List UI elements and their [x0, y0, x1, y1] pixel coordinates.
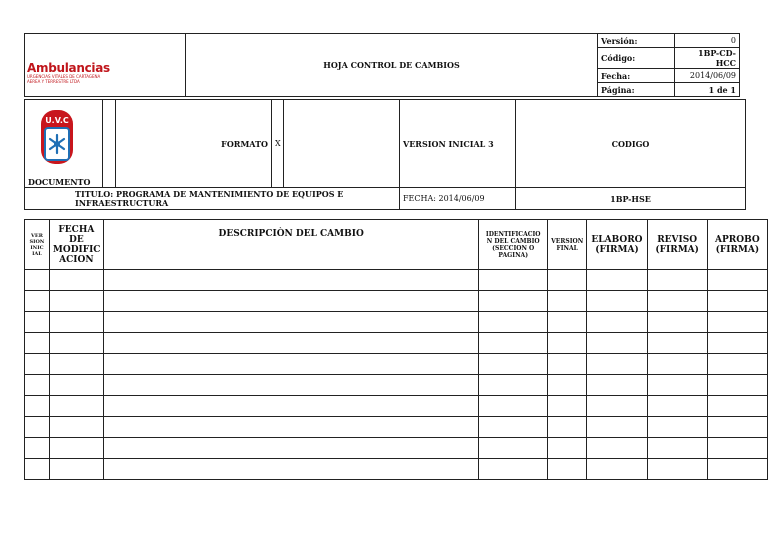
- cell-identificacion[interactable]: [479, 333, 547, 354]
- blank-cell: [103, 100, 116, 188]
- cell-descripcion[interactable]: [103, 312, 479, 333]
- table-row: [25, 354, 768, 375]
- cell-fecha[interactable]: [49, 417, 103, 438]
- table-row: [25, 459, 768, 480]
- header-table: [24, 33, 740, 97]
- formato-mark: X: [272, 100, 284, 188]
- cell-descripcion[interactable]: [103, 417, 479, 438]
- cell-aprobo[interactable]: [707, 375, 767, 396]
- cell-version-final[interactable]: [547, 459, 586, 480]
- col-identificacion: IDENTIFICACIO N DEL CAMBIO (SECCION O PAGINA): [479, 220, 547, 270]
- version-label: VERSION INICIAL 3: [400, 100, 516, 188]
- cell-version-inicial[interactable]: [25, 312, 50, 333]
- formato-label: FORMATO: [116, 100, 272, 188]
- cell-identificacion[interactable]: [479, 438, 547, 459]
- cell-fecha[interactable]: [49, 312, 103, 333]
- cell-descripcion[interactable]: [103, 396, 479, 417]
- cell-descripcion[interactable]: [103, 375, 479, 396]
- col-version-inicial: VER SION INIC IAL: [25, 220, 50, 270]
- cell-elaboro[interactable]: [587, 354, 647, 375]
- cell-version-final[interactable]: [547, 375, 586, 396]
- cell-fecha[interactable]: [49, 459, 103, 480]
- cell-version-final[interactable]: [547, 312, 586, 333]
- cell-descripcion[interactable]: [103, 459, 479, 480]
- cell-fecha[interactable]: [49, 396, 103, 417]
- cell-reviso[interactable]: [647, 417, 707, 438]
- cell-elaboro[interactable]: [587, 438, 647, 459]
- cell-version-final[interactable]: [547, 333, 586, 354]
- cell-elaboro[interactable]: [587, 270, 647, 291]
- col-fecha-modificacion: FECHA DE MODIFIC ACION: [49, 220, 103, 270]
- cell-version-final[interactable]: [547, 417, 586, 438]
- cell-elaboro[interactable]: [587, 291, 647, 312]
- cell-fecha[interactable]: [49, 438, 103, 459]
- changes-table: [24, 219, 768, 480]
- cell-version-final[interactable]: [547, 438, 586, 459]
- cell-version-inicial[interactable]: [25, 438, 50, 459]
- cell-reviso[interactable]: [647, 396, 707, 417]
- cell-reviso[interactable]: [647, 375, 707, 396]
- cell-descripcion[interactable]: [103, 291, 479, 312]
- meta-value-date: 2014/06/09: [675, 69, 740, 83]
- cell-version-inicial[interactable]: [25, 459, 50, 480]
- cell-identificacion[interactable]: [479, 375, 547, 396]
- cell-fecha[interactable]: [49, 375, 103, 396]
- cell-aprobo[interactable]: [707, 312, 767, 333]
- cell-descripcion[interactable]: [103, 438, 479, 459]
- cell-reviso[interactable]: [647, 438, 707, 459]
- cell-version-inicial[interactable]: [25, 396, 50, 417]
- cell-fecha[interactable]: [49, 354, 103, 375]
- document-title: TITULO: PROGRAMA DE MANTENIMIENTO DE EQUIPOS E INFRAESTRUCTURA: [25, 188, 400, 210]
- cell-descripcion[interactable]: [103, 354, 479, 375]
- cell-version-inicial[interactable]: [25, 375, 50, 396]
- cell-version-inicial[interactable]: [25, 333, 50, 354]
- document-info-table: [24, 99, 746, 210]
- cell-identificacion[interactable]: [479, 417, 547, 438]
- document-code: 1BP-HSE: [516, 188, 746, 210]
- cell-identificacion[interactable]: [479, 270, 547, 291]
- cell-elaboro[interactable]: [587, 312, 647, 333]
- col-aprobo: APROBO (FIRMA): [707, 220, 767, 270]
- cell-aprobo[interactable]: [707, 438, 767, 459]
- cell-reviso[interactable]: [647, 333, 707, 354]
- table-row: [25, 417, 768, 438]
- col-descripcion: DESCRIPCIÒN DEL CAMBIO: [103, 220, 479, 270]
- cell-descripcion[interactable]: [103, 270, 479, 291]
- table-row: [25, 312, 768, 333]
- document-date: FECHA: 2014/06/09: [400, 188, 516, 210]
- cell-identificacion[interactable]: [479, 396, 547, 417]
- meta-key-code: Código:: [598, 48, 675, 69]
- meta-value-version: 0: [675, 34, 740, 48]
- table-row: [25, 396, 768, 417]
- cell-fecha[interactable]: [49, 333, 103, 354]
- table-row: [25, 333, 768, 354]
- col-version-final: VERSION FINAL: [547, 220, 586, 270]
- cell-elaboro[interactable]: [587, 375, 647, 396]
- uvc-logo: [40, 108, 74, 166]
- cell-aprobo[interactable]: [707, 270, 767, 291]
- cell-version-inicial[interactable]: [25, 270, 50, 291]
- cell-version-final[interactable]: [547, 354, 586, 375]
- cell-aprobo[interactable]: [707, 396, 767, 417]
- cell-elaboro[interactable]: [587, 459, 647, 480]
- cell-aprobo[interactable]: [707, 291, 767, 312]
- cell-aprobo[interactable]: [707, 459, 767, 480]
- cell-version-inicial[interactable]: [25, 354, 50, 375]
- cell-fecha[interactable]: [49, 270, 103, 291]
- cell-aprobo[interactable]: [707, 333, 767, 354]
- cell-reviso[interactable]: [647, 459, 707, 480]
- table-row: [25, 375, 768, 396]
- meta-key-version: Versión:: [598, 34, 675, 48]
- cell-elaboro[interactable]: [587, 396, 647, 417]
- document-label: DOCUMENTO: [28, 177, 91, 187]
- cell-reviso[interactable]: [647, 270, 707, 291]
- cell-identificacion[interactable]: [479, 459, 547, 480]
- page-title: HOJA CONTROL DE CAMBIOS: [186, 34, 598, 97]
- company-logo: Ambulancias: [27, 61, 110, 75]
- cell-fecha[interactable]: [49, 291, 103, 312]
- col-elaboro: ELABORO (FIRMA): [587, 220, 647, 270]
- cell-version-inicial[interactable]: [25, 291, 50, 312]
- cell-identificacion[interactable]: [479, 312, 547, 333]
- cell-reviso[interactable]: [647, 312, 707, 333]
- table-row: [25, 270, 768, 291]
- cell-version-inicial[interactable]: [25, 417, 50, 438]
- meta-key-date: Fecha:: [598, 69, 675, 83]
- cell-reviso[interactable]: [647, 354, 707, 375]
- meta-value-page: 1 de 1: [675, 83, 740, 97]
- cell-aprobo[interactable]: [707, 354, 767, 375]
- cell-identificacion[interactable]: [479, 291, 547, 312]
- meta-key-page: Página:: [598, 83, 675, 97]
- cell-version-final[interactable]: [547, 396, 586, 417]
- cell-elaboro[interactable]: [587, 333, 647, 354]
- cell-version-final[interactable]: [547, 270, 586, 291]
- table-row: [25, 291, 768, 312]
- table-row: [25, 438, 768, 459]
- company-logo-subtitle: URGENCIAS VITALES DE CARTAGENA AEREA Y TERRESTRE LTDA: [27, 74, 101, 84]
- cell-aprobo[interactable]: [707, 417, 767, 438]
- cell-version-final[interactable]: [547, 291, 586, 312]
- meta-value-code: 1BP-CD-HCC: [675, 48, 740, 69]
- cell-identificacion[interactable]: [479, 354, 547, 375]
- cell-elaboro[interactable]: [587, 417, 647, 438]
- cell-reviso[interactable]: [647, 291, 707, 312]
- uvc-logo-text: U.V.C: [45, 116, 69, 125]
- company-logo-cell: [25, 34, 186, 97]
- blank-cell: [284, 100, 400, 188]
- cell-descripcion[interactable]: [103, 333, 479, 354]
- codigo-label: CODIGO: [516, 100, 746, 188]
- col-reviso: REVISO (FIRMA): [647, 220, 707, 270]
